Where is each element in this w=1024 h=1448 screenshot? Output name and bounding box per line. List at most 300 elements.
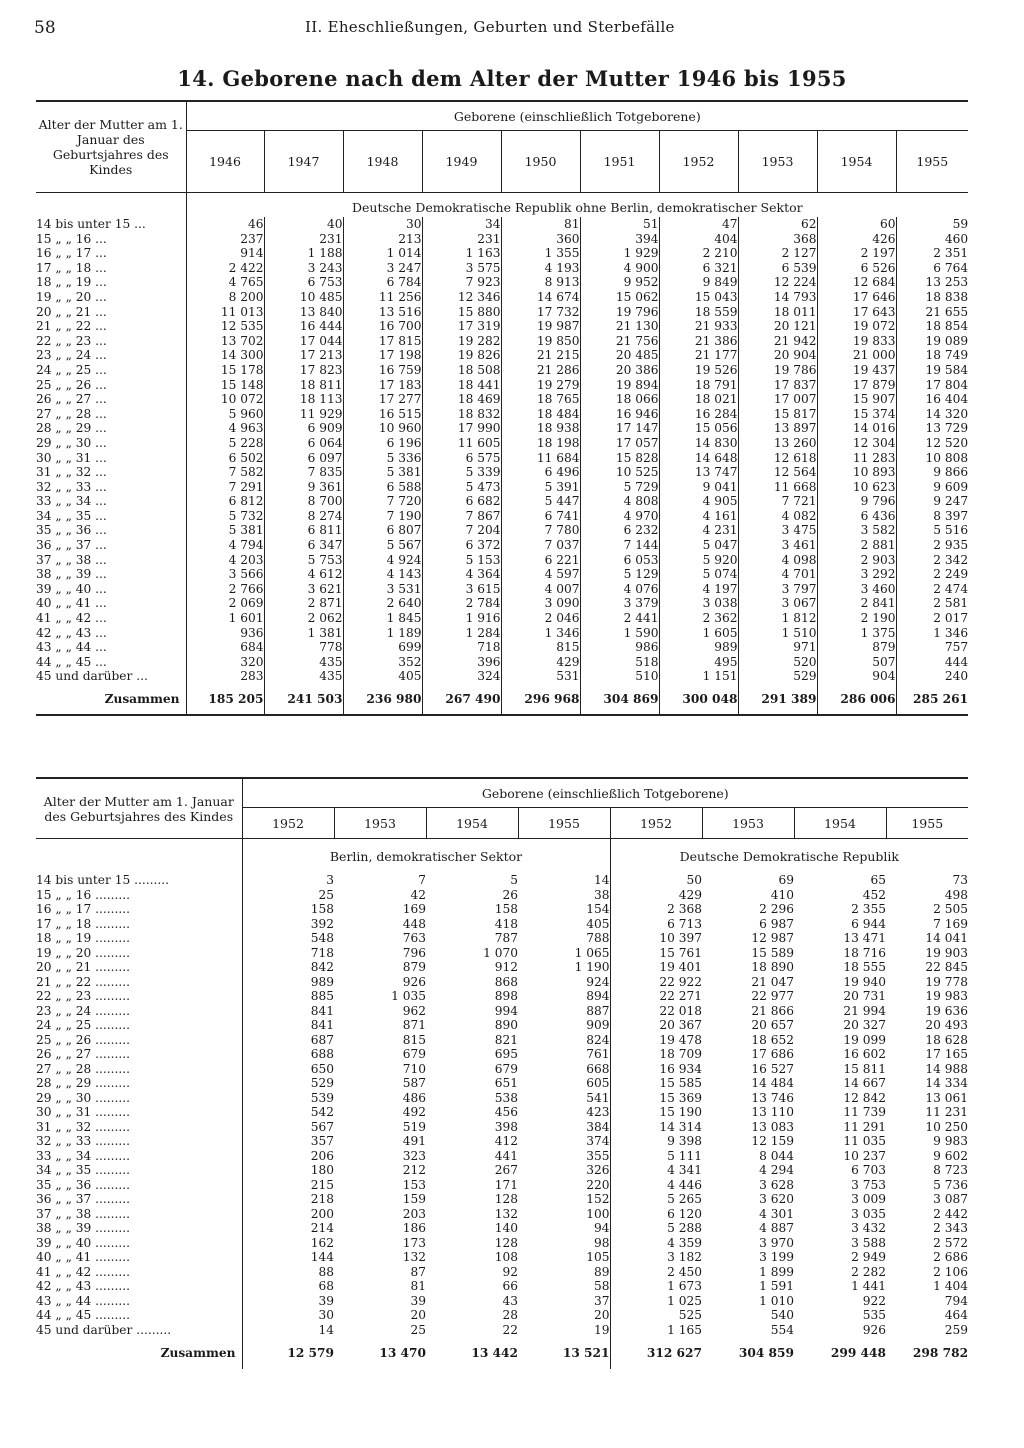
birth-count: 2 368 (610, 902, 702, 917)
year-header: 1946 (186, 131, 264, 193)
birth-count: 396 (422, 655, 501, 670)
birth-count: 2 572 (933, 1235, 969, 1250)
birth-count: 605 (586, 1076, 610, 1090)
birth-count: 16 759 (343, 363, 422, 378)
birth-count: 8 200 (228, 289, 264, 304)
age-label: 37 „ „ 38 ......... (36, 1207, 242, 1222)
birth-count: 4 900 (580, 261, 659, 276)
birth-count: 6 064 (264, 436, 343, 451)
birth-count: 2 766 (228, 581, 264, 596)
birth-count: 6 575 (422, 451, 501, 466)
table-row (36, 1192, 968, 1207)
birth-count: 7 169 (933, 916, 969, 931)
section-label: Deutsche Demokratische Republik ohne Berlin, demokratischer Sektor (351, 200, 803, 215)
birth-count: 7 144 (580, 538, 659, 553)
birth-count: 16 527 (751, 1061, 794, 1076)
birth-count: 435 (264, 669, 343, 684)
birth-count: 842 (310, 960, 334, 974)
birth-count: 17 837 (738, 378, 817, 393)
birth-count: 39 (410, 1293, 426, 1308)
table-row (36, 1105, 968, 1120)
table-row (36, 655, 968, 670)
birth-count: 17 732 (501, 305, 580, 320)
birth-count: 710 (402, 1061, 426, 1076)
table-row (36, 640, 968, 655)
birth-count: 1 673 (610, 1279, 702, 1294)
birth-count: 19 478 (610, 1033, 702, 1048)
age-label: 17 „ „ 18 ... (36, 261, 186, 276)
birth-count: 5 381 (343, 465, 422, 480)
birth-count: 18 441 (422, 378, 501, 393)
birth-count: 1 601 (228, 611, 264, 626)
birth-count: 17 277 (343, 392, 422, 407)
birth-count: 2 441 (580, 611, 659, 626)
birth-count: 21 655 (896, 305, 968, 320)
birth-count: 6 436 (817, 509, 896, 524)
births-by-mother-age-1946-1955-table (36, 100, 968, 716)
birth-count: 19 826 (422, 348, 501, 363)
birth-count: 452 (862, 887, 886, 902)
birth-count: 283 (240, 669, 264, 684)
birth-count: 3 628 (759, 1177, 794, 1192)
birth-count: 50 (610, 873, 702, 888)
birth-count: 21 047 (751, 974, 794, 989)
birth-count: 42 (410, 887, 426, 902)
table-row (36, 931, 968, 946)
table-row (36, 1323, 968, 1338)
birth-count: 2 474 (896, 582, 968, 597)
birth-count: 1 355 (501, 246, 580, 261)
birth-count: 441 (494, 1148, 518, 1163)
birth-count: 9 866 (896, 465, 968, 480)
age-label: 24 „ „ 25 ... (36, 363, 186, 378)
birth-count: 1 899 (759, 1264, 794, 1279)
birth-count: 688 (310, 1047, 334, 1061)
birth-count: 220 (586, 1177, 610, 1192)
birth-count: 159 (402, 1192, 426, 1206)
birth-count: 231 (422, 232, 501, 247)
birth-count: 971 (738, 640, 817, 655)
birth-count: 404 (659, 232, 738, 247)
birth-count: 695 (494, 1047, 518, 1061)
birth-count: 3 588 (851, 1235, 886, 1250)
year-header: 1955 (886, 808, 968, 839)
birth-count: 203 (402, 1206, 426, 1221)
birth-count: 4 076 (580, 582, 659, 597)
birth-count: 412 (494, 1134, 518, 1148)
birth-count: 19 833 (817, 334, 896, 349)
birth-count: 718 (310, 945, 334, 960)
year-header: 1954 (426, 808, 518, 839)
age-label: 39 „ „ 40 ......... (36, 1236, 242, 1251)
birth-count: 6 713 (610, 917, 702, 932)
birth-count: 18 484 (501, 407, 580, 422)
birth-count: 914 (240, 246, 264, 261)
birth-count: 15 585 (610, 1076, 702, 1091)
birth-count: 986 (580, 640, 659, 655)
total-value: 286 006 (817, 684, 896, 715)
age-label: 26 „ „ 27 ... (36, 392, 186, 407)
birth-count: 429 (610, 888, 702, 903)
birth-count: 18 652 (751, 1032, 794, 1047)
birth-count: 186 (402, 1221, 426, 1235)
birth-count: 19 526 (659, 363, 738, 378)
birth-count: 81 (410, 1279, 426, 1293)
birth-count: 2 355 (851, 902, 886, 916)
table-row (36, 1279, 968, 1294)
birth-count: 12 564 (738, 465, 817, 480)
age-label: 30 „ „ 31 ... (36, 451, 186, 466)
birth-count: 3 087 (933, 1192, 969, 1206)
birth-count: 2 686 (933, 1250, 969, 1264)
birth-count: 10 808 (896, 451, 968, 466)
age-label: 36 „ „ 37 ......... (36, 1192, 242, 1207)
birth-count: 17 686 (751, 1047, 794, 1061)
birth-count: 3 035 (851, 1206, 886, 1221)
year-header: 1955 (518, 808, 610, 839)
birth-count: 5 960 (228, 406, 264, 421)
birth-count: 16 700 (343, 319, 422, 334)
birth-count: 5 391 (501, 480, 580, 495)
birth-count: 15 369 (610, 1091, 702, 1106)
age-label: 14 bis unter 15 ... (36, 217, 186, 232)
birth-count: 14 674 (501, 290, 580, 305)
birth-count: 158 (310, 902, 334, 916)
birth-count: 460 (896, 232, 968, 247)
birth-count: 69 (778, 873, 794, 887)
age-label: 27 „ „ 28 ... (36, 407, 186, 422)
total-value: 12 579 (287, 1346, 334, 1360)
birth-count: 237 (240, 231, 264, 246)
birth-count: 1 441 (851, 1279, 886, 1293)
birth-count: 15 062 (580, 290, 659, 305)
birth-count: 14 648 (659, 451, 738, 466)
birth-count: 13 253 (896, 275, 968, 290)
birth-count: 259 (944, 1322, 969, 1337)
birth-count: 65 (870, 873, 886, 887)
birth-count: 19 850 (501, 334, 580, 349)
birth-count: 9 849 (659, 275, 738, 290)
birth-count: 13 260 (738, 436, 817, 451)
birth-count: 9 983 (933, 1134, 969, 1148)
birth-count: 5 129 (580, 567, 659, 582)
birth-count: 17 879 (817, 378, 896, 393)
birth-count: 22 977 (751, 989, 794, 1003)
birth-count: 3 620 (759, 1192, 794, 1206)
birth-count: 904 (817, 669, 896, 684)
table-row (36, 1221, 968, 1236)
age-label: 38 „ „ 39 ... (36, 567, 186, 582)
birth-count: 2 841 (817, 596, 896, 611)
birth-count: 20 386 (580, 363, 659, 378)
age-label: 22 „ „ 23 ... (36, 334, 186, 349)
birth-count: 4 359 (610, 1236, 702, 1251)
birth-count: 9 609 (896, 480, 968, 495)
birth-count: 10 525 (580, 465, 659, 480)
table-row (36, 1236, 968, 1251)
birth-count: 538 (494, 1090, 518, 1105)
birth-count: 19 089 (896, 334, 968, 349)
birth-count: 778 (264, 640, 343, 655)
birth-count: 3 090 (501, 596, 580, 611)
birth-count: 11 929 (264, 407, 343, 422)
birth-count: 12 304 (817, 436, 896, 451)
birth-count: 418 (494, 916, 518, 931)
birth-count: 7 291 (228, 479, 264, 494)
birth-count: 88 (318, 1264, 334, 1279)
age-label: 44 „ „ 45 ......... (36, 1308, 242, 1323)
birth-count: 6 741 (501, 509, 580, 524)
birth-count: 5 753 (264, 553, 343, 568)
birth-count: 1 065 (574, 945, 610, 960)
birth-count: 1 510 (738, 626, 817, 641)
birth-count: 17 823 (264, 363, 343, 378)
birth-count: 25 (318, 887, 334, 902)
birth-count: 1 381 (264, 626, 343, 641)
table-row (36, 217, 968, 232)
birth-count: 539 (310, 1090, 334, 1105)
birth-count: 14 988 (925, 1061, 969, 1076)
birth-count: 464 (944, 1308, 969, 1322)
birth-count: 989 (310, 974, 334, 989)
age-label: 15 „ „ 16 ......... (36, 888, 242, 903)
birth-count: 4 612 (264, 567, 343, 582)
birth-count: 6 496 (501, 465, 580, 480)
birth-count: 18 854 (896, 319, 968, 334)
birth-count: 3 067 (738, 596, 817, 611)
birth-count: 763 (402, 931, 426, 945)
birth-count: 15 817 (738, 407, 817, 422)
birth-count: 15 190 (610, 1105, 702, 1120)
total-value: 267 490 (422, 684, 501, 715)
birth-count: 18 749 (896, 348, 968, 363)
birth-count: 215 (310, 1177, 334, 1192)
birth-count: 21 942 (738, 334, 817, 349)
birth-count: 4 161 (659, 509, 738, 524)
birth-count: 14 830 (659, 436, 738, 451)
birth-count: 1 812 (738, 611, 817, 626)
birth-count: 491 (402, 1134, 426, 1148)
birth-count: 879 (817, 640, 896, 655)
birth-count: 17 804 (896, 378, 968, 393)
birth-count: 4 007 (501, 582, 580, 597)
age-label: 20 „ „ 21 ......... (36, 960, 242, 975)
birth-count: 3 582 (817, 523, 896, 538)
birth-count: 206 (310, 1148, 334, 1163)
birth-count: 9 796 (817, 494, 896, 509)
table-row (36, 232, 968, 247)
age-label: 43 „ „ 44 ......... (36, 1294, 242, 1309)
birth-count: 448 (402, 916, 426, 931)
birth-count: 3 199 (759, 1250, 794, 1264)
birth-count: 22 271 (610, 989, 702, 1004)
total-value: 13 442 (471, 1346, 518, 1360)
birth-count: 22 845 (925, 960, 969, 974)
birth-count: 19 (593, 1322, 610, 1337)
age-label: 43 „ „ 44 ... (36, 640, 186, 655)
table-row (36, 334, 968, 349)
table-row (36, 436, 968, 451)
birth-count: 1 165 (610, 1323, 702, 1338)
birth-count: 5 567 (343, 538, 422, 553)
birth-count: 384 (586, 1119, 610, 1134)
birth-count: 19 778 (925, 974, 969, 989)
birth-count: 10 072 (220, 392, 264, 407)
birth-count: 1 591 (759, 1279, 794, 1293)
birth-count: 20 904 (738, 348, 817, 363)
birth-count: 355 (586, 1148, 610, 1163)
birth-count: 3 475 (738, 523, 817, 538)
birth-count: 212 (402, 1163, 426, 1177)
birth-count: 444 (896, 655, 968, 670)
birth-count: 1 916 (422, 611, 501, 626)
birth-count: 10 397 (610, 931, 702, 946)
birth-count: 2 249 (896, 567, 968, 582)
birth-count: 374 (586, 1134, 610, 1148)
births-berlin-and-gdr-1952-1955-table (36, 777, 968, 1369)
birth-count: 267 (494, 1163, 518, 1177)
birth-count: 2 106 (933, 1264, 969, 1279)
birth-count: 1 284 (422, 626, 501, 641)
age-label: 42 „ „ 43 ......... (36, 1279, 242, 1294)
birth-count: 17 646 (817, 290, 896, 305)
table-row (36, 567, 968, 582)
birth-count: 9 361 (264, 480, 343, 495)
birth-count: 17 007 (738, 392, 817, 407)
birth-count: 2 296 (759, 902, 794, 916)
birth-count: 7 867 (422, 509, 501, 524)
birth-count: 8 274 (264, 509, 343, 524)
birth-count: 4 364 (422, 567, 501, 582)
birth-count: 8 700 (264, 494, 343, 509)
age-label: 44 „ „ 45 ... (36, 655, 186, 670)
birth-count: 13 840 (264, 305, 343, 320)
birth-count: 3 460 (817, 582, 896, 597)
birth-count: 4 924 (343, 553, 422, 568)
birth-count: 14 (318, 1322, 334, 1337)
total-value: 185 205 (186, 684, 264, 715)
birth-count: 3 182 (610, 1250, 702, 1265)
birth-count: 22 922 (610, 975, 702, 990)
birth-count: 885 (310, 989, 334, 1003)
birth-count: 5 729 (580, 480, 659, 495)
year-header: 1954 (794, 808, 886, 839)
age-label: 42 „ „ 43 ... (36, 626, 186, 641)
table-row (36, 1308, 968, 1323)
birth-count: 16 515 (343, 407, 422, 422)
table-row (36, 626, 968, 641)
birth-count: 7 923 (422, 275, 501, 290)
age-label: 34 „ „ 35 ... (36, 509, 186, 524)
total-value: 298 782 (912, 1346, 969, 1360)
age-label: 30 „ „ 31 ......... (36, 1105, 242, 1120)
birth-count: 10 485 (264, 290, 343, 305)
birth-count: 2 046 (501, 611, 580, 626)
age-label: 41 „ „ 42 ... (36, 611, 186, 626)
table-row (36, 1207, 968, 1222)
age-label: 23 „ „ 24 ......... (36, 1004, 242, 1019)
birth-count: 679 (402, 1047, 426, 1061)
birth-count: 890 (494, 1018, 518, 1032)
birth-count: 3 243 (264, 261, 343, 276)
table-row (36, 319, 968, 334)
birth-count: 3 461 (738, 538, 817, 553)
total-value: 312 627 (610, 1337, 702, 1369)
birth-count: 19 636 (925, 1003, 969, 1018)
table-row (36, 1149, 968, 1164)
birth-count: 5 736 (933, 1177, 969, 1192)
birth-count: 128 (494, 1235, 518, 1250)
birth-count: 4 197 (659, 582, 738, 597)
birth-count: 18 559 (659, 305, 738, 320)
birth-count: 2 197 (817, 246, 896, 261)
birth-count: 15 761 (610, 946, 702, 961)
birth-count: 20 367 (610, 1018, 702, 1033)
birth-count: 498 (944, 887, 969, 902)
birth-count: 868 (494, 974, 518, 989)
birth-count: 15 589 (751, 945, 794, 960)
birth-count: 17 213 (264, 348, 343, 363)
birth-count: 405 (586, 916, 610, 931)
birth-count: 796 (402, 945, 426, 960)
table-row (36, 975, 968, 990)
birth-count: 18 021 (659, 392, 738, 407)
birth-count: 15 907 (817, 392, 896, 407)
age-label: 26 „ „ 27 ......... (36, 1047, 242, 1062)
birth-count: 7 190 (343, 509, 422, 524)
table-row (36, 1062, 968, 1077)
birth-count: 21 000 (817, 348, 896, 363)
total-value: 285 261 (896, 684, 968, 715)
table-row (36, 363, 968, 378)
birth-count: 8 397 (896, 509, 968, 524)
birth-count: 19 437 (817, 363, 896, 378)
birth-count: 2 935 (896, 538, 968, 553)
birth-count: 21 286 (501, 363, 580, 378)
table-row (36, 1294, 968, 1309)
total-label: Zusammen (36, 684, 186, 715)
birth-count: 14 314 (610, 1120, 702, 1135)
birth-count: 11 013 (220, 304, 264, 319)
table-row (36, 538, 968, 553)
birth-count: 922 (862, 1293, 886, 1308)
birth-count: 1 929 (580, 246, 659, 261)
birth-count: 5 (510, 873, 518, 887)
birth-count: 3 247 (343, 261, 422, 276)
birth-count: 3 (326, 873, 334, 887)
birth-count: 8 913 (501, 275, 580, 290)
birth-count: 7 582 (228, 465, 264, 480)
birth-count: 17 057 (580, 436, 659, 451)
age-label: 22 „ „ 23 ......... (36, 989, 242, 1004)
total-value: 296 968 (501, 684, 580, 715)
total-value: 299 448 (830, 1346, 886, 1360)
birth-count: 34 (422, 217, 501, 232)
birth-count: 18 890 (751, 960, 794, 974)
birth-count: 1 014 (343, 246, 422, 261)
birth-count: 20 327 (843, 1018, 886, 1032)
birth-count: 14 484 (751, 1076, 794, 1090)
birth-count: 66 (502, 1279, 518, 1293)
table-row (36, 1091, 968, 1106)
birth-count: 12 520 (896, 436, 968, 451)
birth-count: 3 292 (817, 567, 896, 582)
birth-count: 529 (738, 669, 817, 684)
birth-count: 821 (494, 1032, 518, 1047)
age-label: 16 „ „ 17 ......... (36, 902, 242, 917)
birth-count: 92 (502, 1264, 518, 1279)
year-header: 1949 (422, 131, 501, 193)
